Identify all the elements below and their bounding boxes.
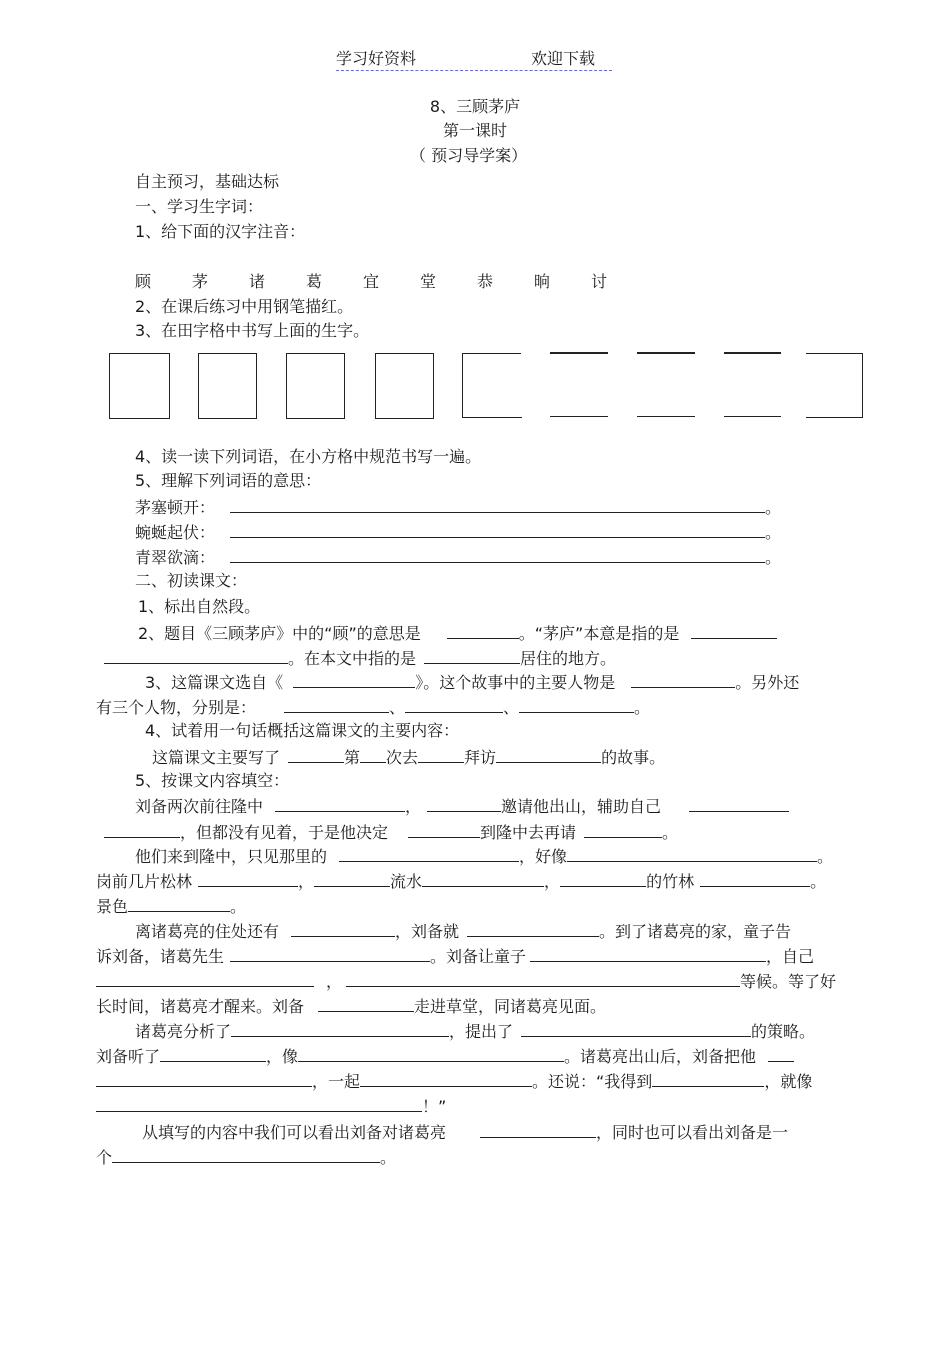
- char-list: [135, 272, 648, 292]
- answer-blank[interactable]: [275, 795, 405, 812]
- question-trace: 2、在课后练习中用钢笔描红。: [135, 297, 354, 316]
- header-right: 欢迎下载: [531, 49, 596, 68]
- period-title: 第一课时: [442, 121, 507, 140]
- question-pinyin: 1、给下面的汉字注音：: [135, 222, 306, 241]
- box-bottom-edge: [550, 416, 608, 417]
- page-header: [336, 48, 595, 70]
- fill-line: 个 。: [96, 1148, 397, 1167]
- fill-line: 景色 。: [96, 897, 247, 916]
- summary-sentence: 这篇课文主要写了 第 次去 拜访 的故事。: [152, 748, 666, 767]
- answer-blank[interactable]: [408, 821, 480, 838]
- box-top-edge: [637, 352, 695, 354]
- answer-blank[interactable]: [652, 1070, 764, 1087]
- answer-blank[interactable]: [360, 1070, 532, 1087]
- part-one-heading: 一、学习生字词：: [135, 197, 264, 216]
- answer-blank[interactable]: [346, 970, 740, 987]
- char-item: 恭: [477, 272, 494, 291]
- char-item: 诸: [249, 272, 266, 291]
- box-top-edge: [462, 353, 521, 354]
- answer-blank[interactable]: [519, 696, 634, 713]
- writing-box[interactable]: [806, 353, 863, 418]
- answer-blank[interactable]: [467, 920, 599, 937]
- fill-line: 诸葛亮分析了 ，提出了 的策略。: [135, 1022, 816, 1041]
- answer-blank[interactable]: [422, 870, 544, 887]
- fill-line: ！”: [96, 1095, 446, 1117]
- answer-blank[interactable]: [104, 647, 288, 664]
- box-bottom-edge: [724, 416, 781, 417]
- answer-blank[interactable]: [198, 870, 298, 887]
- answer-blank[interactable]: [291, 920, 395, 937]
- answer-blank[interactable]: [96, 1070, 312, 1087]
- answer-blank[interactable]: [496, 746, 601, 763]
- answer-blank[interactable]: [424, 647, 520, 664]
- answer-blank[interactable]: [96, 970, 314, 987]
- answer-blank[interactable]: [318, 995, 414, 1012]
- question-grid-write: 3、在田字格中书写上面的生字。: [135, 321, 370, 340]
- answer-blank[interactable]: [230, 496, 765, 513]
- term-label: 蜿蜒起伏：: [135, 523, 216, 542]
- fill-line: ， 等候。等了好: [96, 970, 836, 992]
- answer-blank[interactable]: [160, 1045, 266, 1062]
- term-row: 青翠欲滴： 。: [135, 548, 782, 567]
- header-underline: [336, 70, 612, 71]
- answer-blank[interactable]: [530, 945, 766, 962]
- answer-blank[interactable]: [230, 546, 765, 563]
- fill-line: 从填写的内容中我们可以看出刘备对诸葛亮 ，同时也可以看出刘备是一: [142, 1123, 789, 1142]
- fill-line: ，但都没有见着，于是他决定 到隆中去再请 。: [104, 821, 678, 843]
- answer-blank[interactable]: [427, 795, 501, 812]
- answer-blank[interactable]: [230, 521, 765, 538]
- answer-blank[interactable]: [339, 845, 519, 862]
- answer-blank[interactable]: [567, 845, 817, 862]
- lesson-title: 8、三顾茅庐: [429, 97, 521, 116]
- fill-line: 诉刘备，诸葛先生 。刘备让童子 ，自己: [96, 947, 815, 966]
- char-item: 宜: [363, 272, 380, 291]
- question-source-cont: 有三个人物，分别是： 、 、 。: [96, 698, 651, 717]
- preview-heading: 自主预习，基础达标: [135, 172, 280, 191]
- term-label: 茅塞顿开：: [135, 498, 216, 517]
- answer-blank[interactable]: [691, 622, 777, 639]
- answer-blank[interactable]: [447, 622, 519, 639]
- answer-blank[interactable]: [360, 746, 386, 763]
- answer-blank[interactable]: [689, 795, 789, 812]
- fill-line: 刘备听了 ，像 。诸葛亮出山后，刘备把他: [96, 1045, 794, 1067]
- answer-blank[interactable]: [521, 1020, 751, 1037]
- answer-blank[interactable]: [231, 1020, 449, 1037]
- box-top-edge: [724, 352, 781, 354]
- question-fill-in: 5、按课文内容填空：: [135, 771, 290, 790]
- answer-blank[interactable]: [560, 870, 646, 887]
- answer-blank[interactable]: [631, 671, 735, 688]
- fill-line: 长时间，诸葛亮才醒来。刘备 走进草堂，同诸葛亮见面。: [96, 997, 607, 1016]
- plan-type: （ 预习导学案）: [410, 146, 528, 165]
- answer-blank[interactable]: [418, 746, 464, 763]
- question-source: 3、这篇课文选自《 》。这个故事中的主要人物是 。另外还: [145, 673, 800, 692]
- answer-blank[interactable]: [284, 696, 389, 713]
- char-item: 茅: [192, 272, 209, 291]
- char-item: 堂: [420, 272, 437, 291]
- box-bottom-edge: [637, 416, 695, 417]
- term-label: 青翠欲滴：: [135, 548, 216, 567]
- answer-blank[interactable]: [480, 1121, 596, 1138]
- answer-blank[interactable]: [768, 1045, 794, 1062]
- answer-blank[interactable]: [298, 1045, 564, 1062]
- writing-box[interactable]: [109, 353, 170, 419]
- answer-blank[interactable]: [104, 821, 180, 838]
- writing-box[interactable]: [462, 353, 522, 418]
- answer-blank[interactable]: [128, 895, 230, 912]
- answer-blank[interactable]: [288, 746, 344, 763]
- fill-line: 岗前几片松林 ， 流水 ， 的竹林 。: [96, 872, 827, 891]
- answer-blank[interactable]: [96, 1095, 422, 1112]
- header-left: 学习好资料: [336, 49, 417, 68]
- question-paragraphs: 1、标出自然段。: [138, 597, 261, 616]
- char-item: 讨: [591, 272, 608, 291]
- box-top-edge: [550, 352, 608, 354]
- question-summary: 4、试着用一句话概括这篇课文的主要内容：: [145, 721, 460, 740]
- answer-blank[interactable]: [700, 870, 810, 887]
- question-meaning: 5、理解下列词语的意思：: [135, 471, 322, 490]
- answer-blank[interactable]: [293, 671, 415, 688]
- fill-line: 他们来到隆中，只见那里的 ，好像 。: [135, 847, 834, 866]
- writing-box[interactable]: [198, 353, 257, 419]
- char-item: 葛: [306, 272, 323, 291]
- answer-blank[interactable]: [405, 696, 503, 713]
- answer-blank[interactable]: [112, 1146, 380, 1163]
- question-title-meaning-cont: 。在本文中指的是 居住的地方。: [104, 647, 616, 669]
- fill-line: ，一起 。还说：“我得到 ，就像: [96, 1070, 812, 1092]
- question-title-meaning: 2、题目《三顾茅庐》中的“顾”的意思是 。“茅庐”本意是指的是: [138, 622, 777, 644]
- answer-blank[interactable]: [314, 870, 390, 887]
- answer-blank[interactable]: [230, 945, 430, 962]
- fill-line: 离诸葛亮的住处还有 ，刘备就 。到了诸葛亮的家，童子告: [135, 922, 792, 941]
- char-item: 晌: [534, 272, 551, 291]
- char-item: 顾: [135, 272, 152, 291]
- writing-box[interactable]: [375, 353, 434, 419]
- term-row: 茅塞顿开： 。: [135, 498, 782, 517]
- writing-box[interactable]: [286, 353, 345, 419]
- answer-blank[interactable]: [584, 821, 662, 838]
- fill-line: 刘备两次前往隆中 ， 邀请他出山，辅助自己: [135, 795, 789, 817]
- part-two-heading: 二、初读课文：: [135, 571, 248, 590]
- term-row: 蜿蜒起伏： 。: [135, 523, 782, 542]
- question-copy-words: 4、读一读下列词语，在小方格中规范书写一遍。: [135, 447, 482, 466]
- box-top-edge: [806, 353, 862, 354]
